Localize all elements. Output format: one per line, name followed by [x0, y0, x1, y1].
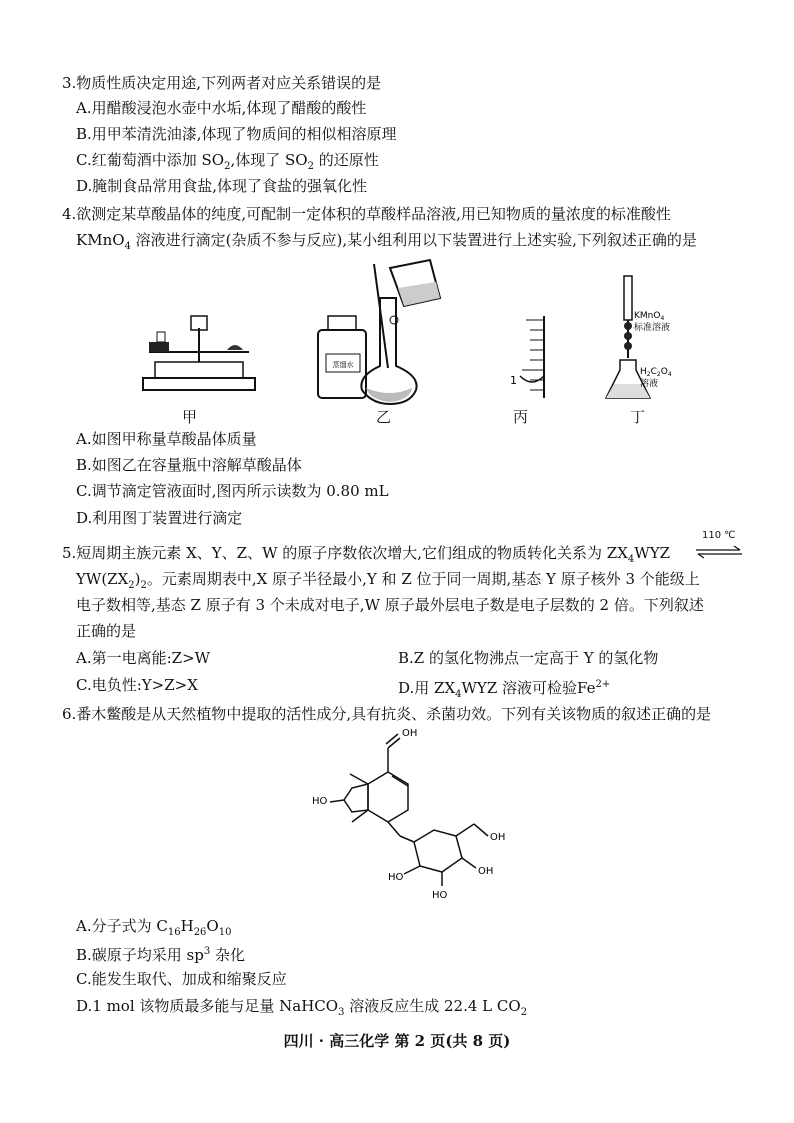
q4-option-b: B.如图乙在容量瓶中溶解草酸晶体	[76, 456, 302, 474]
q5-stem-line4: 正确的是	[76, 622, 137, 640]
reaction-condition: 110 ℃	[702, 530, 736, 541]
q5-option-a: A.第一电离能:Z>W	[76, 649, 211, 667]
bottle-label: 蒸馏水	[332, 361, 354, 369]
kmno4-label: 标准溶液	[634, 323, 671, 333]
q3-stem: 3.物质性质决定用途,下列两者对应关系错误的是	[62, 74, 382, 92]
q3-option-b: B.用甲苯清洗油漆,体现了物质间的相似相溶原理	[76, 125, 397, 143]
q6-stem: 6.番木鳖酸是从天然植物中提取的活性成分,具有抗炎、杀菌功效。下列有关该物质的叙述正确的是	[62, 705, 712, 723]
q4-stem-line1: 4.欲测定某草酸晶体的纯度,可配制一定体积的草酸样品溶液,用已知物质的量浓度的标准酸性	[62, 205, 671, 223]
q6-option-c: C.能发生取代、加成和缩聚反应	[76, 970, 287, 988]
q6-option-a: A.分子式为 $C_{16}H_{26}O_{10}$	[76, 917, 232, 938]
q3-option-d: D.腌制食品常用食盐,体现了食盐的强氧化性	[76, 177, 368, 195]
page-footer: 四川 · 高三化学 第 2 页(共 8 页)	[283, 1032, 511, 1050]
oh-cooh: OH	[402, 728, 418, 739]
q5-stem-line2: $YW(ZX_2)_2$。元素周期表中,X 原子半径最小,Y 和 Z 位于同一周期,基态 Y 原子核外 3 个能级上	[76, 570, 700, 591]
q5-option-d: D.用 $ZX_4WYZ$ 溶液可检验$Fe^{2+}$	[398, 679, 611, 700]
q6-option-d: D.1 mol 该物质最多能与足量 NaHCO$_3$ 溶液反应生成 22.4 L $CO_2$	[76, 997, 528, 1018]
oh-left: HO	[312, 796, 328, 807]
molecule-structure-figure	[308, 726, 548, 906]
q4-option-c: C.调节滴定管液面时,图丙所示读数为 0.80 mL	[76, 482, 389, 500]
caption-jia: 甲	[182, 408, 198, 426]
q4-stem-line2: KMnO$_4$ 溶液进行滴定(杂质不参与反应),某小组利用以下装置进行上述实验,下列叙述正确的是	[76, 231, 697, 252]
ho-lower-left: HO	[388, 872, 404, 883]
svg-text:KMnO4: KMnO$_4$	[634, 311, 665, 322]
q5-stem-line3: 电子数相等,基态 Z 原子有 3 个未成对电子,W 原子最外层电子数是电子层数的 2 倍。下列叙述	[76, 596, 704, 614]
titration-figure	[600, 274, 700, 404]
q4-option-a: A.如图甲称量草酸晶体质量	[76, 430, 257, 448]
svg-text:H2C2O4: $H_2C_2O_4$	[640, 367, 672, 378]
oh-right: OH	[490, 832, 506, 843]
caption-ding: 丁	[630, 408, 646, 426]
burette-reading-figure	[508, 316, 558, 406]
caption-bing: 丙	[513, 408, 529, 426]
q6-option-b: B.碳原子均采用 $sp^3$ 杂化	[76, 946, 246, 964]
h2c2o4-label: 溶液	[640, 379, 659, 389]
q3-option-a: A.用醋酸浸泡水壶中水垢,体现了醋酸的酸性	[76, 99, 367, 117]
burette-mark: 1	[510, 374, 517, 387]
q5-option-c: C.电负性:Y>Z>X	[76, 676, 198, 694]
flask-figure	[312, 258, 462, 408]
q5-option-b: B.Z 的氢化物沸点一定高于 Y 的氢化物	[398, 649, 659, 667]
q3-option-c: C.红葡萄酒中添加 $SO_2$,体现了 $SO_2$ 的还原性	[76, 151, 379, 172]
equilibrium-arrow-icon	[696, 546, 742, 558]
q4-option-d: D.利用图丁装置进行滴定	[76, 509, 243, 527]
caption-yi: 乙	[376, 408, 392, 426]
oh-lower-right: OH	[478, 866, 494, 877]
q5-stem-line1: 5.短周期主族元素 X、Y、Z、W 的原子序数依次增大,它们组成的物质转化关系为 $ZX_4WYZ$	[62, 544, 671, 565]
ho-bottom: HO	[432, 890, 448, 901]
balance-figure	[135, 300, 265, 400]
